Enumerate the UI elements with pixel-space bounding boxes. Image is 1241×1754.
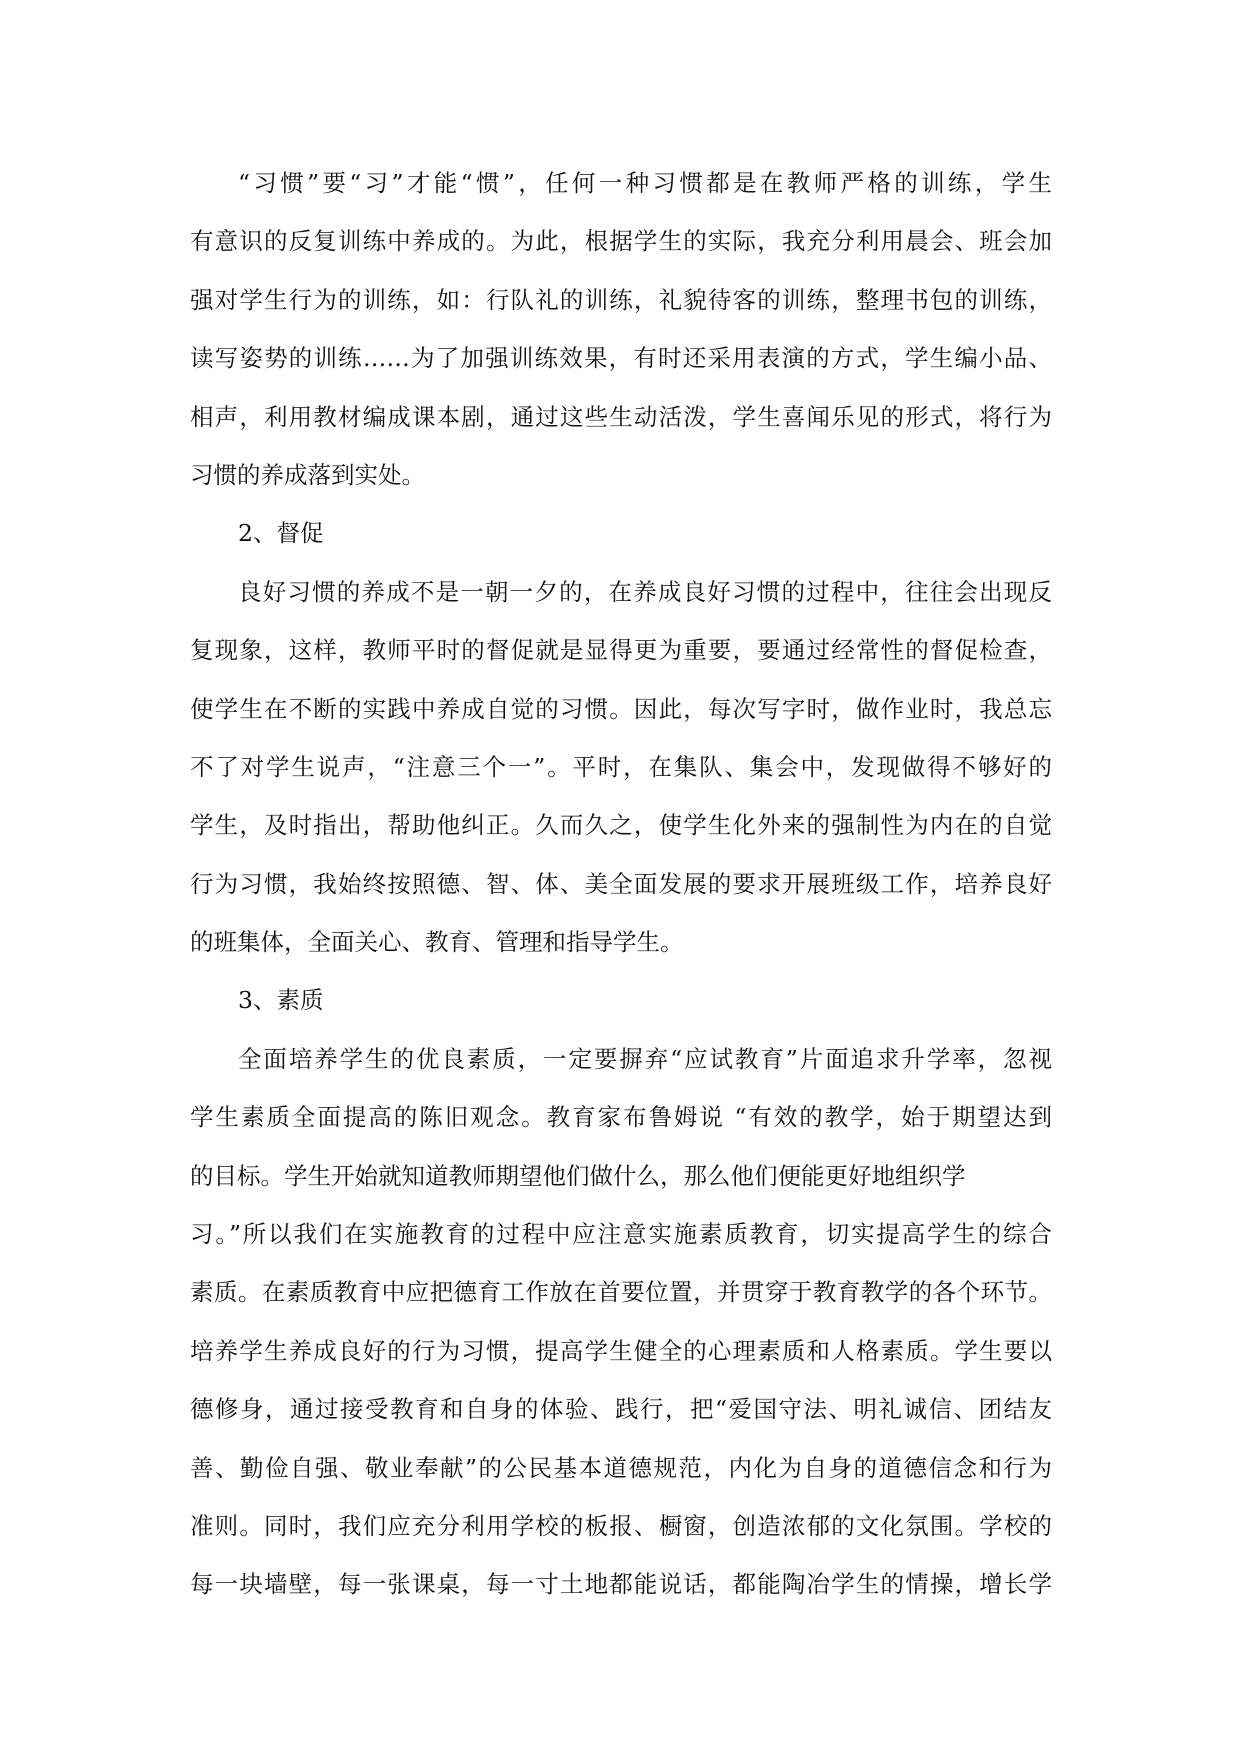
paragraph-line: 的班集体，全面关心、教育、管理和指导学生。 <box>190 928 684 957</box>
paragraph-line: 良好习惯的养成不是一朝一夕的，在养成良好习惯的过程中，往往会出现反 <box>238 577 1052 606</box>
paragraph-line: 的目标。学生开始就知道教师期望他们做什么，那么他们便能更好地组织学 <box>190 1161 966 1190</box>
paragraph-line: 相声，利用教材编成课本剧，通过这些生动活泼，学生喜闻乐见的形式，将行为 <box>190 402 1052 431</box>
section-heading-quality: 3、素质 <box>238 986 324 1015</box>
paragraph-line: 复现象，这样，教师平时的督促就是显得更为重要，要通过经常性的督促检查， <box>190 636 1052 665</box>
paragraph-line: 使学生在不断的实践中养成自觉的习惯。因此，每次写字时，做作业时，我总忘 <box>190 694 1052 723</box>
paragraph-line: 不了对学生说声，“注意三个一”。平时，在集队、集会中，发现做得不够好的 <box>190 752 1052 781</box>
paragraph-line: 学生，及时指出，帮助他纠正。久而久之，使学生化外来的强制性为内在的自觉 <box>190 811 1052 840</box>
section-heading-supervise: 2、督促 <box>238 519 324 548</box>
paragraph-line: 有意识的反复训练中养成的。为此，根据学生的实际，我充分利用晨会、班会加 <box>190 227 1052 256</box>
paragraph-line: 准则。同时，我们应充分利用学校的板报、橱窗，创造浓郁的文化氛围。学校的 <box>190 1511 1052 1540</box>
paragraph-line: 习惯的养成落到实处。 <box>190 460 425 489</box>
paragraph-line: 培养学生养成良好的行为习惯，提高学生健全的心理素质和人格素质。学生要以 <box>190 1336 1052 1365</box>
paragraph-line: 每一块墙壁，每一张课桌，每一寸土地都能说话，都能陶冶学生的情操，增长学 <box>190 1570 1052 1599</box>
paragraph-line: 习。”所以我们在实施教育的过程中应注意实施素质教育，切实提高学生的综合 <box>190 1220 1052 1249</box>
paragraph-line: “习惯”要“习”才能“惯”，任何一种习惯都是在教师严格的训练，学生 <box>238 169 1052 197</box>
paragraph-line: 学生素质全面提高的陈旧观念。教育家布鲁姆说 “有效的教学，始于期望达到 <box>190 1103 1052 1132</box>
paragraph-line: 善、勤俭自强、敬业奉献”的公民基本道德规范，内化为自身的道德信念和行为 <box>190 1453 1052 1482</box>
document-body <box>190 154 1052 1614</box>
paragraph-line: 素质。在素质教育中应把德育工作放在首要位置，并贯穿于教育教学的各个环节。 <box>190 1278 1052 1307</box>
paragraph-line: 行为习惯，我始终按照德、智、体、美全面发展的要求开展班级工作，培养良好 <box>190 869 1052 898</box>
paragraph-line: 德修身，通过接受教育和自身的体验、践行，把“爱国守法、明礼诚信、团结友 <box>190 1395 1052 1424</box>
paragraph-line: 全面培养学生的优良素质，一定要摒弃“应试教育”片面追求升学率，忽视 <box>238 1044 1052 1073</box>
paragraph-line: 强对学生行为的训练，如：行队礼的训练，礼貌待客的训练，整理书包的训练， <box>190 285 1052 314</box>
paragraph-line: 读写姿势的训练……为了加强训练效果，有时还采用表演的方式，学生编小品、 <box>190 344 1052 373</box>
